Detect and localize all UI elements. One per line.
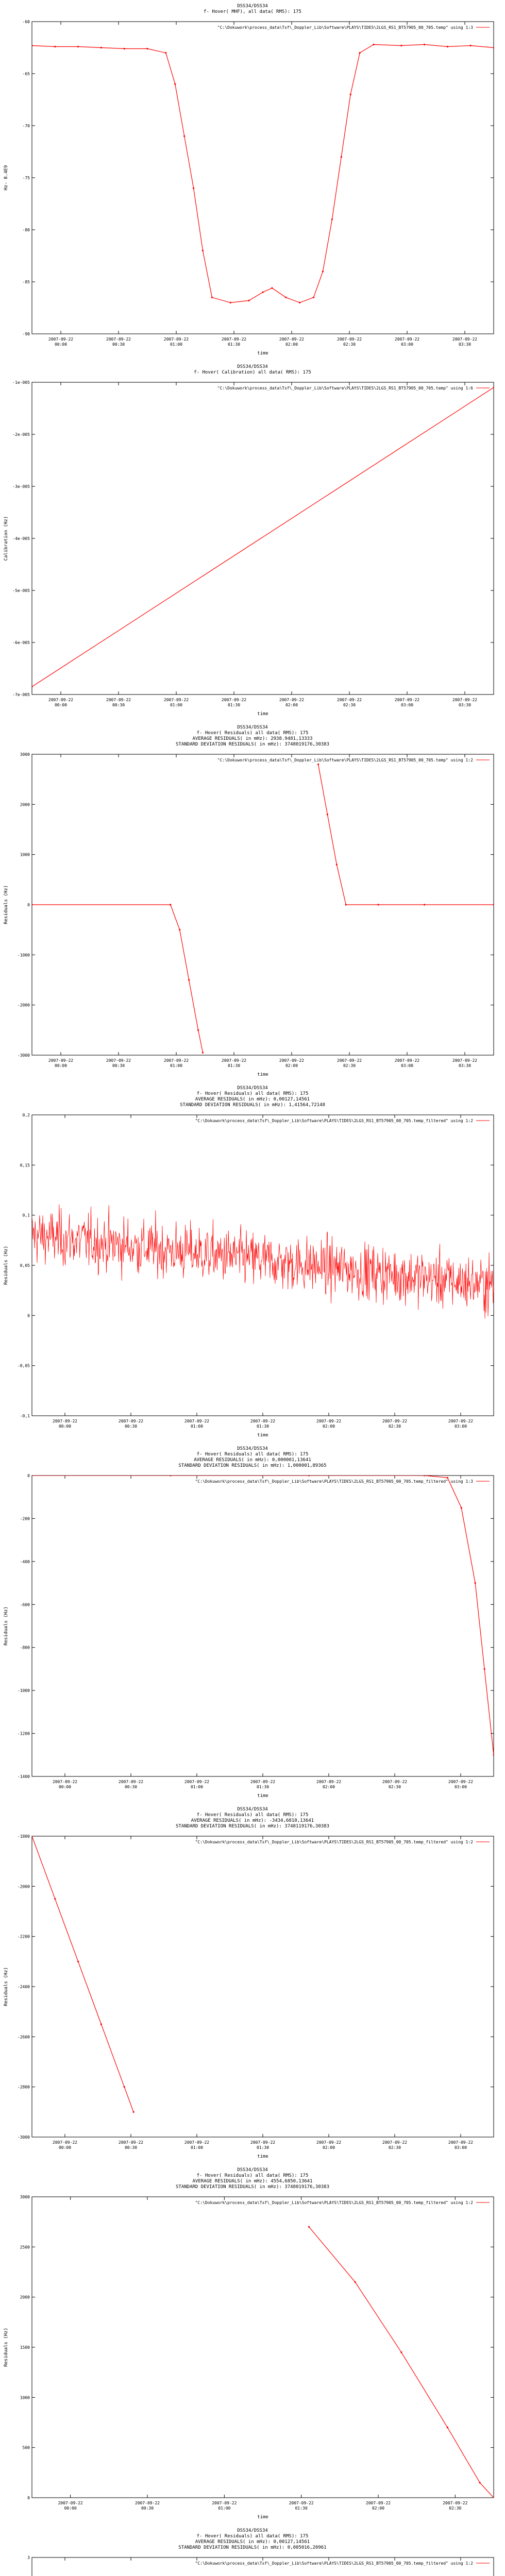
data-point (174, 83, 176, 85)
data-point (350, 94, 351, 95)
data-point (31, 1475, 32, 1476)
x-tick-label: 2007-09-22 (448, 2140, 474, 2145)
data-point (31, 45, 32, 46)
x-tick-label: 02:30 (388, 1785, 401, 1789)
y-tick-label: -1000 (17, 1688, 30, 1693)
data-point (77, 1961, 79, 1962)
x-tick-label: 2007-09-22 (316, 1780, 342, 1784)
y-tick-label: 2000 (20, 802, 30, 807)
x-tick-label: 00:30 (124, 1785, 138, 1789)
x-axis-label: time (257, 351, 268, 356)
data-point (170, 904, 171, 905)
x-tick-label: 01:30 (227, 703, 241, 707)
data-point (400, 2351, 402, 2353)
x-tick-label: 2007-09-22 (212, 2501, 237, 2505)
x-tick-label: 01:30 (256, 1785, 270, 1789)
chart-panel-7 (0, 2164, 505, 2524)
x-tick-label: 03:30 (458, 1063, 472, 1068)
legend-label: "C:\Dokuwork\process_data\Tsf\_Doppler_Lib\Software\PLAYS\TIDES\2LGS_RS1_BT57905_00_705.temp" using 1:3 (217, 25, 473, 30)
x-tick-label: 2007-09-22 (106, 698, 131, 702)
series-group (31, 1835, 134, 2113)
x-tick-label: 2007-09-22 (58, 2501, 83, 2505)
x-tick-label: 00:00 (58, 1785, 72, 1789)
x-tick-label: 2007-09-22 (452, 337, 478, 342)
y-tick-label: -3000 (17, 1053, 30, 1058)
data-point (183, 135, 185, 137)
x-tick-label: 01:00 (190, 1785, 204, 1789)
series-line (32, 387, 494, 687)
y-tick-label: -0,05 (17, 1363, 30, 1368)
data-point (170, 1475, 171, 1476)
x-tick-label: 2007-09-22 (316, 1419, 342, 1423)
y-axis-label: Residuals (Hz) (4, 1967, 9, 2006)
y-tick-label: 0,1 (22, 1213, 30, 1218)
data-point (146, 48, 148, 49)
y-tick-label: -3e-005 (12, 484, 30, 489)
y-tick-label: -65 (22, 72, 30, 76)
data-point (31, 1835, 32, 1837)
x-tick-label: 2007-09-22 (250, 2140, 276, 2145)
y-tick-label: 2000 (20, 2295, 30, 2300)
x-tick-label: 00:30 (112, 1063, 125, 1068)
y-tick-label: -1e-005 (12, 380, 30, 385)
x-tick-label: 2007-09-22 (443, 2501, 468, 2505)
series-group (308, 2226, 495, 2499)
x-tick-label: 01:00 (190, 1424, 204, 1429)
y-tick-label: 1000 (20, 2395, 30, 2400)
series-line (32, 765, 494, 1053)
y-tick-label: -60 (22, 20, 30, 24)
y-tick-label: -2000 (17, 1884, 30, 1889)
x-tick-label: 2007-09-22 (382, 1780, 408, 1784)
x-tick-label: 2007-09-22 (382, 1419, 408, 1423)
chart-title-line: f- Hover( Calibration) all data( RMS): 175 (194, 370, 311, 375)
chart-title-line: STANDARD DEVIATION RESIDUALS( in mHz): 3748019176,30383 (175, 742, 330, 747)
chart-title-line: STANDARD DEVIATION RESIDUALS( in mHz): 0,005016,20961 (178, 2545, 327, 2550)
x-tick-label: 2007-09-22 (452, 698, 478, 702)
data-point (202, 250, 204, 251)
data-point (230, 302, 231, 303)
x-axis-label: time (257, 2515, 268, 2520)
data-point (179, 929, 180, 930)
x-tick-label: 2007-09-22 (448, 1419, 474, 1423)
x-tick-label: 00:30 (141, 2506, 154, 2511)
plot-frame (32, 22, 494, 334)
x-tick-label: 2007-09-22 (221, 337, 247, 342)
chart-title-line: f- Hover( Residuals) all data( RMS): 175 (196, 1091, 309, 1096)
y-tick-label: -7e-005 (12, 692, 30, 697)
y-tick-label: 0,15 (20, 1163, 30, 1168)
x-axis-label: time (257, 2154, 268, 2159)
data-point (336, 864, 338, 866)
x-tick-label: 02:00 (322, 2145, 335, 2150)
x-tick-label: 00:30 (124, 2145, 138, 2150)
x-tick-label: 2007-09-22 (184, 1780, 210, 1784)
y-axis-label: Calibration (Hz) (4, 516, 9, 561)
chart-panel-1 (0, 0, 505, 361)
y-tick-label: -1200 (17, 1731, 30, 1736)
plot-frame (32, 1115, 494, 1416)
x-tick-label: 2007-09-22 (118, 1419, 144, 1423)
data-point (211, 297, 213, 298)
chart-panel-8 (0, 2524, 505, 2576)
data-point (400, 45, 402, 46)
y-tick-label: 3000 (20, 2195, 30, 2199)
y-tick-label: 0 (27, 1313, 30, 1318)
data-point (373, 44, 374, 45)
x-tick-label: 00:00 (54, 703, 68, 707)
y-tick-label: -200 (20, 1516, 30, 1521)
legend-label: "C:\Dokuwork\process_data\Tsf\_Doppler_Lib\Software\PLAYS\TIDES\2LGS_RS1_BT57905_00_705.temp_filtered" using 1:2 (195, 2561, 473, 2566)
data-point (447, 46, 448, 47)
x-tick-label: 2007-09-22 (365, 2501, 391, 2505)
data-point (447, 2427, 448, 2428)
x-tick-label: 02:30 (449, 2506, 462, 2511)
data-point (355, 2281, 356, 2283)
chart-title-line: AVERAGE RESIDUALS( in mHz): 2938.9481,13333 (192, 736, 313, 741)
y-tick-label: 3 (27, 2555, 30, 2560)
chart-panel-6 (0, 1803, 505, 2164)
x-axis-label: time (257, 711, 268, 717)
x-tick-label: 2007-09-22 (163, 698, 189, 702)
y-tick-label: -2200 (17, 1934, 30, 1939)
x-tick-label: 2007-09-22 (52, 1419, 78, 1423)
x-tick-label: 00:00 (58, 1424, 72, 1429)
x-tick-label: 2007-09-22 (52, 2140, 78, 2145)
x-tick-label: 2007-09-22 (184, 2140, 210, 2145)
x-tick-label: 02:00 (322, 1785, 335, 1789)
y-tick-label: -3000 (17, 2135, 30, 2140)
data-point (327, 814, 328, 815)
data-point (54, 1898, 56, 1900)
x-tick-label: 00:30 (112, 342, 125, 347)
data-point (493, 47, 494, 48)
y-tick-label: 1000 (20, 852, 30, 857)
x-tick-label: 03:30 (458, 342, 472, 347)
y-tick-label: -1800 (17, 1834, 30, 1839)
data-point (424, 904, 425, 905)
plot-frame (32, 382, 494, 694)
data-point (165, 52, 166, 54)
data-point (262, 292, 263, 293)
data-point (54, 46, 56, 47)
x-tick-label: 2007-09-22 (336, 337, 362, 342)
x-tick-label: 2007-09-22 (279, 1058, 305, 1063)
x-tick-label: 2007-09-22 (106, 1058, 131, 1063)
series-line (309, 2227, 494, 2498)
chart-title-line: f- Hover( Residuals) all data( RMS): 175 (196, 2534, 309, 2539)
x-tick-label: 02:30 (388, 2145, 401, 2150)
data-point (331, 218, 333, 220)
y-tick-label: -600 (20, 1602, 30, 1607)
x-tick-label: 03:00 (454, 2145, 467, 2150)
legend-label: "C:\Dokuwork\process_data\Tsf\_Doppler_Lib\Software\PLAYS\TIDES\2LGS_RS1_BT57905_00_705.temp_filtered" using 1:3 (195, 1479, 473, 1484)
x-tick-label: 2007-09-22 (134, 2501, 160, 2505)
y-axis-label: Residuals (Hz) (4, 2328, 9, 2367)
x-tick-label: 2007-09-22 (394, 698, 420, 702)
data-point (308, 1475, 310, 1476)
y-tick-label: -2e-005 (12, 432, 30, 437)
data-point (377, 904, 379, 905)
data-point (493, 1754, 494, 1756)
data-point (202, 1052, 204, 1054)
x-tick-label: 2007-09-22 (48, 337, 74, 342)
y-axis-label: Residuals (Hz) (4, 1246, 9, 1285)
chart-title-line: f- Hover( Residuals) all data( RMS): 175 (196, 1452, 309, 1457)
data-point (424, 44, 425, 45)
x-tick-label: 2007-09-22 (118, 2140, 144, 2145)
x-tick-label: 03:00 (400, 342, 414, 347)
y-tick-label: 0,2 (22, 1113, 30, 1117)
x-tick-label: 00:00 (54, 342, 68, 347)
x-tick-label: 2007-09-22 (316, 2140, 342, 2145)
data-point (493, 387, 494, 388)
data-point (317, 764, 319, 765)
data-point (493, 904, 494, 905)
x-tick-label: 01:00 (170, 703, 183, 707)
chart-title-line: AVERAGE RESIDUALS( in mHz): 0,00127,14561 (195, 2539, 310, 2545)
series-group (32, 1205, 494, 1319)
y-tick-label: -2000 (17, 1003, 30, 1008)
x-tick-label: 03:00 (400, 1063, 414, 1068)
data-point (475, 1582, 476, 1584)
series-group (31, 44, 494, 303)
y-tick-label: 1500 (20, 2345, 30, 2350)
y-tick-label: -2600 (17, 2035, 30, 2040)
x-tick-label: 02:00 (285, 342, 298, 347)
x-tick-label: 01:00 (190, 2145, 204, 2150)
series-line (32, 44, 494, 302)
x-tick-label: 2007-09-22 (184, 1419, 210, 1423)
y-tick-label: -4e-005 (12, 536, 30, 541)
x-tick-label: 03:00 (400, 703, 414, 707)
chart-panel-5 (0, 1443, 505, 1803)
x-tick-label: 2007-09-22 (394, 337, 420, 342)
x-tick-label: 2007-09-22 (118, 1780, 144, 1784)
data-point (341, 156, 342, 158)
chart-title-line: STANDARD DEVIATION RESIDUALS( in mHz): 3748019176,30383 (175, 2184, 330, 2190)
data-point (248, 300, 250, 301)
y-tick-label: -90 (22, 332, 30, 336)
x-tick-label: 2007-09-22 (448, 1780, 474, 1784)
x-tick-label: 01:00 (170, 1063, 183, 1068)
y-axis-label: Residuals (Hz) (4, 885, 9, 924)
x-tick-label: 2007-09-22 (163, 337, 189, 342)
data-point (31, 686, 32, 687)
x-tick-label: 02:00 (285, 703, 298, 707)
x-tick-label: 2007-09-22 (382, 2140, 408, 2145)
x-tick-label: 02:30 (388, 1424, 401, 1429)
y-tick-label: -0,1 (20, 1414, 30, 1418)
series-group (31, 387, 494, 688)
data-point (31, 904, 32, 905)
y-tick-label: -800 (20, 1645, 30, 1650)
chart-title-line: AVERAGE RESIDUALS( in mHz): -3434,6810,13641 (191, 1818, 314, 1823)
x-tick-label: 02:00 (372, 2506, 385, 2511)
x-tick-label: 02:00 (285, 1063, 298, 1068)
y-tick-label: -2800 (17, 2084, 30, 2090)
x-tick-label: 2007-09-22 (106, 337, 131, 342)
data-point (359, 52, 361, 54)
chart-title-line: DSS34/DSS34 (237, 725, 268, 730)
chart-title-line: STANDARD DEVIATION RESIDUALS( in mHz): 3748119176,30383 (175, 1824, 330, 1829)
x-tick-label: 2007-09-22 (48, 1058, 74, 1063)
x-tick-label: 2007-09-22 (336, 1058, 362, 1063)
x-tick-label: 02:30 (343, 342, 356, 347)
y-tick-label: -6e-005 (12, 640, 30, 645)
chart-title-line: AVERAGE RESIDUALS( in mHz): 4554,6850,13641 (192, 2179, 313, 2184)
x-tick-label: 00:30 (112, 703, 125, 707)
data-point (100, 2023, 102, 2025)
x-tick-label: 2007-09-22 (336, 698, 362, 702)
series-group (31, 764, 494, 1054)
chart-title-line: AVERAGE RESIDUALS( in mHz): 0,00127,14561 (195, 1097, 310, 1102)
chart-panel-3 (0, 721, 505, 1082)
x-tick-label: 02:30 (343, 703, 356, 707)
x-tick-label: 2007-09-22 (163, 1058, 189, 1063)
chart-title-line: DSS34/DSS34 (237, 2167, 268, 2173)
x-tick-label: 03:30 (458, 703, 472, 707)
data-point (424, 1475, 425, 1476)
y-tick-label: 0,05 (20, 1263, 30, 1268)
x-tick-label: 01:30 (227, 342, 241, 347)
x-tick-label: 03:00 (454, 1785, 467, 1789)
x-tick-label: 2007-09-22 (52, 1780, 78, 1784)
x-tick-label: 2007-09-22 (250, 1419, 276, 1423)
y-tick-label: -5e-005 (12, 588, 30, 593)
x-tick-label: 2007-09-22 (250, 1780, 276, 1784)
x-tick-label: 2007-09-22 (279, 698, 305, 702)
legend-label: "C:\Dokuwork\process_data\Tsf\_Doppler_Lib\Software\PLAYS\TIDES\2LGS_RS1_BT57905_00_705.temp_filtered" using 1:2 (195, 1840, 473, 1844)
legend-label: "C:\Dokuwork\process_data\Tsf\_Doppler_Lib\Software\PLAYS\TIDES\2LGS_RS1_BT57905_00_705.temp" using 1:6 (217, 386, 473, 391)
x-tick-label: 01:30 (256, 2145, 270, 2150)
data-point (197, 1029, 199, 1031)
y-tick-label: 0 (27, 903, 30, 907)
x-axis-label: time (257, 1793, 268, 1799)
x-tick-label: 01:30 (256, 1424, 270, 1429)
legend-label: "C:\Dokuwork\process_data\Tsf\_Doppler_Lib\Software\PLAYS\TIDES\2LGS_RS1_BT57905_00_705.temp" using 1:2 (217, 758, 473, 762)
chart-title-line: f- Hover( Residuals) all data( RMS): 175 (196, 731, 309, 736)
data-point (299, 302, 300, 303)
x-axis-label: time (257, 1072, 268, 1077)
x-tick-label: 00:00 (64, 2506, 77, 2511)
y-tick-label: -1400 (17, 1774, 30, 1779)
chart-title-line: f- Hover( Residuals) all data( RMS): 175 (196, 2173, 309, 2178)
data-point (493, 2497, 494, 2498)
chart-title-line: DSS34/DSS34 (237, 2528, 268, 2533)
y-tick-label: -75 (22, 176, 30, 180)
data-point (461, 1507, 462, 1509)
legend-label: "C:\Dokuwork\process_data\Tsf\_Doppler_Lib\Software\PLAYS\TIDES\2LGS_RS1_BT57905_00_705.temp_filtered" using 1:2 (195, 1118, 473, 1123)
y-tick-label: 0 (27, 1473, 30, 1478)
chart-title-line: f- Hover( Residuals) all data( RMS): 175 (196, 1812, 309, 1818)
chart-title-line: f- Hover( MHF), all data( RMS): 175 (204, 9, 301, 14)
data-point (100, 47, 102, 48)
y-tick-label: 2500 (20, 2245, 30, 2250)
x-tick-label: 2007-09-22 (48, 698, 74, 702)
x-tick-label: 2007-09-22 (452, 1058, 478, 1063)
chart-title-line: DSS34/DSS34 (237, 1086, 268, 1091)
legend-label: "C:\Dokuwork\process_data\Tsf\_Doppler_Lib\Software\PLAYS\TIDES\2LGS_RS1_BT57905_00_705.temp_filtered" using 1:2 (195, 2200, 473, 2205)
x-tick-label: 01:00 (170, 342, 183, 347)
data-point (77, 46, 79, 47)
series-line (32, 1836, 133, 2112)
data-point (188, 979, 190, 980)
data-point (479, 2482, 481, 2483)
y-tick-label: -85 (22, 280, 30, 284)
data-point (271, 287, 273, 289)
chart-panel-2 (0, 361, 505, 721)
y-axis-label: Hz- 8.4E9 (4, 165, 9, 191)
data-point (124, 48, 125, 49)
plot-frame (32, 1476, 494, 1776)
y-tick-label: 3000 (20, 752, 30, 757)
y-tick-label: 500 (22, 2445, 30, 2450)
chart-title-line: DSS34/DSS34 (237, 364, 268, 369)
data-point (308, 2226, 310, 2228)
x-tick-label: 2007-09-22 (221, 698, 247, 702)
data-point (133, 2111, 134, 2113)
x-tick-label: 2007-09-22 (289, 2501, 314, 2505)
data-point (124, 2086, 125, 2088)
plot-frame (32, 1836, 494, 2137)
chart-panel-4 (0, 1082, 505, 1443)
data-point (285, 297, 287, 298)
x-tick-label: 2007-09-22 (279, 337, 305, 342)
x-tick-label: 01:30 (227, 1063, 241, 1068)
x-tick-label: 00:00 (54, 1063, 68, 1068)
chart-title-line: DSS34/DSS34 (237, 4, 268, 9)
y-tick-label: -1000 (17, 953, 30, 958)
x-axis-label: time (257, 1433, 268, 1438)
x-tick-label: 00:00 (58, 2145, 72, 2150)
data-point (322, 270, 324, 272)
data-point (470, 45, 472, 46)
x-tick-label: 02:30 (343, 1063, 356, 1068)
chart-title-line: DSS34/DSS34 (237, 1807, 268, 1812)
y-tick-label: 0 (27, 2496, 30, 2500)
chart-title-line: STANDARD DEVIATION RESIDUALS( in mHz): 1,000001,89365 (178, 1463, 327, 1468)
x-tick-label: 01:30 (295, 2506, 308, 2511)
data-point (483, 1668, 485, 1670)
y-tick-label: -70 (22, 124, 30, 128)
plot-frame (32, 2197, 494, 2498)
x-tick-label: 2007-09-22 (394, 1058, 420, 1063)
series-noise (32, 1205, 494, 1319)
series-line (32, 1476, 494, 1755)
x-tick-label: 02:00 (322, 1424, 335, 1429)
data-point (193, 188, 194, 189)
y-tick-label: -80 (22, 228, 30, 232)
chart-title-line: DSS34/DSS34 (237, 1446, 268, 1451)
data-point (447, 1477, 448, 1479)
x-tick-label: 00:30 (124, 1424, 138, 1429)
data-point (313, 297, 314, 298)
chart-title-line: AVERAGE RESIDUALS( in mHz): 0,000001,13641 (194, 1458, 311, 1463)
x-tick-label: 03:00 (454, 1424, 467, 1429)
series-group (31, 1475, 494, 1755)
y-axis-label: Residuals (Hz) (4, 1606, 9, 1646)
x-tick-label: 01:00 (218, 2506, 231, 2511)
chart-title-line: STANDARD DEVIATION RESIDUALS( in mHz): 1,41564,72148 (180, 1103, 325, 1108)
data-point (345, 904, 347, 905)
x-tick-label: 2007-09-22 (221, 1058, 247, 1063)
y-tick-label: -400 (20, 1559, 30, 1564)
y-tick-label: -2400 (17, 1985, 30, 1989)
